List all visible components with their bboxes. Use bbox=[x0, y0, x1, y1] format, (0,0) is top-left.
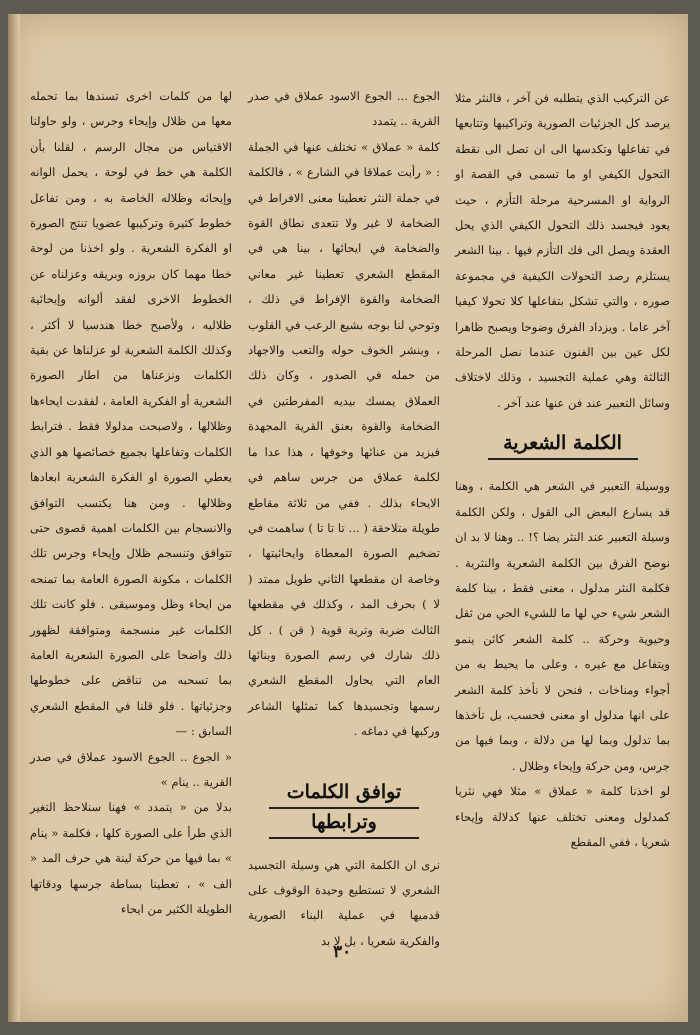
heading-underline bbox=[269, 807, 419, 809]
column-middle bbox=[248, 84, 440, 954]
paragraph: ووسيلة التعبير في الشعر هي الكلمة ، وهنا قد يسارع البعض الى القول ، ولكن الكلمة وسيلة التعبير عند النثر يضا ؟! .. وهنا لا بد ان نوضح الفرق بين الكلمة الشعرية والنثرية . فكلمة النثر مدلول ، معنى فقط ، بينا كلمة الشعر شيء حي لها ما للشيء الحي من ثقل وحيوية وحركة .. كلمة الشعر كائن ينمو ويتفاعل مع غيره ، وعلى ما يحيط به من أجواء ومناخات ، فنحن لا نأخذ كلمة الشعر على انها مدلول او معنى فحسب، بل تأخذها بما تدلول وبما لها من دلالة ، وبما فيها من جرس، ومن حركة وإيحاء وظلال . bbox=[455, 479, 670, 773]
heading-text: الكلمة الشعرية bbox=[503, 432, 622, 455]
section-heading-poetic-word bbox=[455, 430, 670, 460]
heading-text-line1: توافق الكلمات bbox=[286, 780, 402, 803]
paragraph: كلمة « عملاق » تختلف عنها في الجملة : « رأيت عملاقا في الشارع » ، فالكلمة في جملة النثر تعطينا معنى الافراط في الضخامة لا غير ولا تتعدى نطاق القوة والضخامة في ايحائها ، بينا هي في المقطع الشعري تعطينا غير معاني الضخامة والقوة الإفراط في ذلك ، وتوحي لنا بوجه بشيع الرعب في القلوب ، وبنشر الخوف حوله والتعب والاجهاد من حمله في الصدور ، وكان ذلك العملاق يمسك بيديه المفرطتين في الضخامة والقوة بعنق القرية المجهدة فيزيد من عنائها وخوفها ، هذا عدا ما لكلمة عملاق من جرس ساهم في الايحاء بذلك . ففي من ثلاثة مقاطع طويلة متلاحقة ( ... تا تا تا ) ساهمت في تضخيم الصورة المعطاة وايحائيتها ، وخاصة ان مقطعها الثاني طويل ممتد ( لا ) بحرف المد ، وكذلك في مقطعها الثالث ضربة وترية قوية ( قن ) . كل ذلك شارك في رسم الصورة وبنائها العام التي يحاول المقطع الشعري رسمها وتجسيدها كما تمثلها الشاعر وركبها في دماغه . bbox=[248, 139, 440, 739]
paragraph: نرى ان الكلمة التي هي وسيلة التجسيد الشعري لا تستطيع وحيدة الوقوف على قدميها في عملية البناء الصورية والفكرية شعريا ، بل لا بد bbox=[248, 857, 440, 948]
page-number: ٣٠ bbox=[333, 942, 352, 962]
column-right bbox=[455, 86, 670, 855]
paragraph: لها من كلمات اخرى تسندها بما تحمله معها من ظلال وإيحاء وجرس ، ولو حاولنا الاقتباس من مجال الرسم ، لقلنا بأن الكلمة هي خط في لوحة ، يحمل الوانه وإيحائه وظلاله الخاصة به ، ومن تفاعل خطوط كثيرة وتركيبها عضويا تنتج الصورة او الفكرة الشعرية . ولو اخذنا من لوحة خطا مهما كان بروزه وبريقه وعزلناه عن الخطوط الاخرى لفقد ألوانه وإيحائية ظلاليه ، ولأصبح خطا هندسيا لا أكثر ، وكذلك الكلمة الشعرية لو عزلناها عن بقية الكلمات ونزعناها من اطار الصورة الشعرية أو الفكرية العامة ، لفقدت ايحاءها وظلالها ، ولاصبحت مدلولا فقط . فترابط الكلمات وتفاعلها بجميع خصائصها هو الذي يعطي الصورة او الفكرة الشعرية ابعادها وظلالها . ومن هنا يكتسب التوافق والانسجام بين الكلمات اهمية قصوى حتى تتوافق وتنسجم ظلال وإيحاء وجرس تلك الكلمات ، مكونة الصورة العامة بما تمنحه من ايحاء وظل وموسيقى . فلو كانت تلك الكلمات غير منسجمة ومتوافقة لظهور ذلك واضحا على الصورة الشعرية العامة بما تسحبه من تناقض على خطوطها وجزئياتها . فلو قلنا في المقطع الشعري السابق : — bbox=[30, 89, 232, 739]
section-heading-word-harmony bbox=[248, 779, 440, 839]
paragraph: عن التركيب الذي يتطلبه فن آخر ، فالنثر مثلا يرصد كل الجزئيات الصورية وتراكيبها وتتابعها في تفاعلها وتكدسها الى ان تصل الى نقطة التحول الكيفي او ما تسمى في القصة او الرواية او المسرحية مرحلة التأزم ، حيث يعود فيجسد ذلك التحول الكيفي الذي يحل العقدة ويصل الى فك التأزم فيها . بينا الشعر يستلزم رصد التحولات الكيفية في مجموعة صوره ، والتي تشكل بتفاعلها كلا تحولا كيفيا آخر عاما . ويزداد الفرق وضوحا ويصبح ظاهرا لكل عين بين الفنون عندما نصل المرحلة الثالثة وهي عملية التجسيد ، وذلك لاختلاف وسائل التعبير عند فن عنها عند آخر . bbox=[455, 91, 670, 410]
paragraph: بدلا من « يتمدد » فهنا سنلاحظ التغير الذي طرأ على الصورة كلها ، فكلمة « ينام » بما فيها من حركة لينة هي حرف المد « الف » ، تعطينا بساطة جرسها ودقاتها الطويلة الكثير من ايحاء bbox=[30, 800, 232, 916]
poem-excerpt: الجوع ... الجوع الاسود عملاق في صدر القرية .. يتمدد bbox=[248, 89, 440, 129]
heading-text-line2: وترابطها bbox=[311, 810, 377, 833]
page-gutter bbox=[8, 14, 20, 1022]
book-page bbox=[8, 14, 688, 1022]
heading-underline bbox=[488, 458, 638, 460]
column-left bbox=[30, 84, 232, 922]
paragraph: لو اخذنا كلمة « عملاق » مثلا فهي نثريا كمدلول ومعنى تختلف عنها كدلالة وإيحاء شعريا ، ففي المقطع bbox=[455, 784, 670, 849]
poem-excerpt: « الجوع .. الجوع الاسود عملاق في صدر القرية .. ينام » bbox=[30, 749, 232, 789]
heading-underline bbox=[269, 837, 419, 839]
